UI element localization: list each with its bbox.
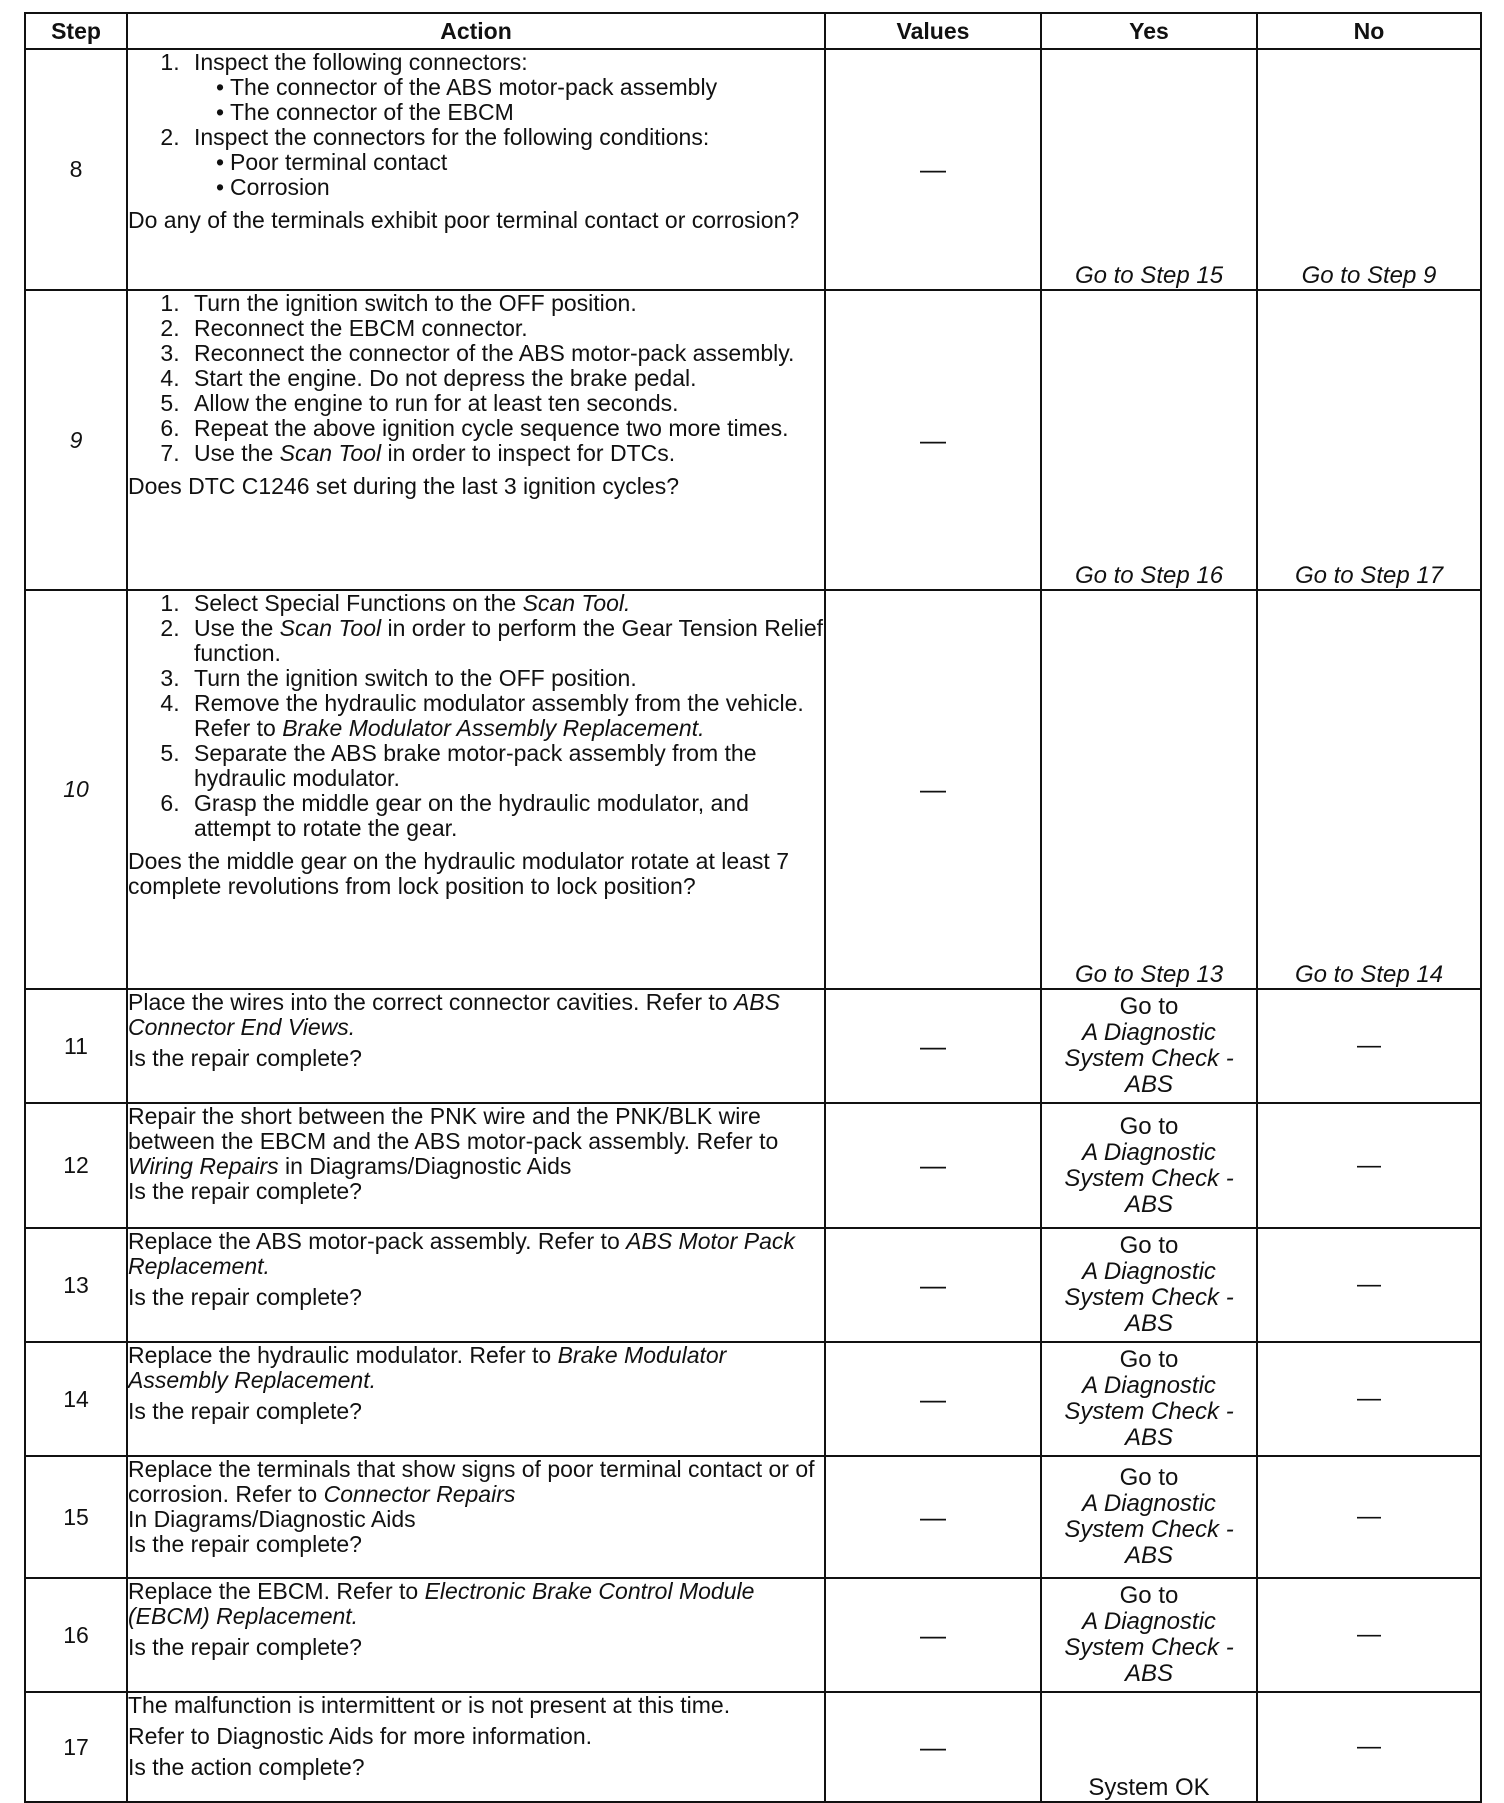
header-step: Step	[25, 13, 127, 49]
list-item: 6. Repeat the above ignition cycle sequence two more times.	[186, 416, 824, 441]
step-number: 14	[25, 1342, 127, 1456]
step-number: 15	[25, 1456, 127, 1578]
question-text: Is the repair complete?	[128, 1634, 362, 1660]
question-text: Do any of the terminals exhibit poor terminal contact or corrosion?	[128, 207, 800, 233]
bullet-item: • The connector of the ABS motor-pack assembly	[230, 75, 824, 100]
question-text: Is the repair complete?	[128, 1531, 362, 1557]
bullet-list	[194, 75, 824, 125]
no-cell: —	[1257, 1103, 1481, 1228]
values-cell: —	[825, 290, 1041, 590]
step-number: 11	[25, 989, 127, 1103]
question-text: Is the repair complete?	[128, 1284, 362, 1310]
step-number: 8	[25, 49, 127, 290]
table-row-step-9	[25, 290, 1481, 590]
list-item: 4. Remove the hydraulic modulator assembly from the vehicle. Refer to Brake Modulator Assembly Replacement.	[186, 691, 824, 741]
no-cell: —	[1257, 989, 1481, 1103]
question-text: Is the action complete?	[128, 1754, 365, 1780]
action-list	[128, 291, 824, 466]
no-cell: —	[1257, 1228, 1481, 1342]
yes-cell: Go to A Diagnostic System Check - ABS	[1041, 1456, 1257, 1578]
list-item: 4. Start the engine. Do not depress the brake pedal.	[186, 366, 824, 391]
table-row-step-11	[25, 989, 1481, 1103]
question-text: Does DTC C1246 set during the last 3 ignition cycles?	[128, 473, 680, 499]
diagnostic-table	[24, 12, 1482, 1803]
action-cell	[127, 49, 825, 290]
list-item: 2. Use the Scan Tool in order to perform the Gear Tension Relief function.	[186, 616, 824, 666]
step-number: 13	[25, 1228, 127, 1342]
table-row-step-16	[25, 1578, 1481, 1692]
no-cell: —	[1257, 1342, 1481, 1456]
list-item: 2. Reconnect the EBCM connector.	[186, 316, 824, 341]
action-cell: Place the wires into the correct connector cavities. Refer to ABS Connector End Views. Is the repair complete?	[127, 989, 825, 1103]
table-row-step-12	[25, 1103, 1481, 1228]
step-number: 12	[25, 1103, 127, 1228]
question-text: Is the repair complete?	[128, 1398, 362, 1424]
step-number: 16	[25, 1578, 127, 1692]
table-row-step-17	[25, 1692, 1481, 1802]
action-cell: Replace the hydraulic modulator. Refer to Brake Modulator Assembly Replacement. Is the repair complete?	[127, 1342, 825, 1456]
table-row-step-14	[25, 1342, 1481, 1456]
list-item: 6. Grasp the middle gear on the hydraulic modulator, and attempt to rotate the gear.	[186, 791, 824, 841]
info-line: Refer to Diagnostic Aids for more information.	[128, 1723, 593, 1749]
table-row-step-10	[25, 590, 1481, 989]
list-item: 3. Turn the ignition switch to the OFF position.	[186, 666, 824, 691]
header-no: No	[1257, 13, 1481, 49]
action-cell	[127, 590, 825, 989]
no-cell: Go to Step 14	[1257, 590, 1481, 989]
list-item: 1. Select Special Functions on the Scan Tool.	[186, 591, 824, 616]
list-item: 7. Use the Scan Tool in order to inspect for DTCs.	[186, 441, 824, 466]
action-cell	[127, 1692, 825, 1802]
table-row-step-13	[25, 1228, 1481, 1342]
values-cell: —	[825, 1228, 1041, 1342]
step-number: 10	[25, 590, 127, 989]
header-values: Values	[825, 13, 1041, 49]
no-cell: Go to Step 9	[1257, 49, 1481, 290]
yes-cell: System OK	[1041, 1692, 1257, 1802]
list-item: 3. Reconnect the connector of the ABS motor-pack assembly.	[186, 341, 824, 366]
header-row	[25, 13, 1481, 49]
list-item: 5. Separate the ABS brake motor-pack assembly from the hydraulic modulator.	[186, 741, 824, 791]
info-line: The malfunction is intermittent or is not present at this time.	[128, 1692, 731, 1718]
step-number: 9	[25, 290, 127, 590]
yes-cell: Go to Step 16	[1041, 290, 1257, 590]
action-cell: Replace the ABS motor-pack assembly. Refer to ABS Motor Pack Replacement. Is the repair complete?	[127, 1228, 825, 1342]
bullet-item: • Corrosion	[230, 175, 824, 200]
reference-line: In Diagrams/Diagnostic Aids	[128, 1506, 416, 1532]
values-cell: —	[825, 989, 1041, 1103]
table-row-step-8	[25, 49, 1481, 290]
no-cell: —	[1257, 1578, 1481, 1692]
no-cell: Go to Step 17	[1257, 290, 1481, 590]
bullet-item: • Poor terminal contact	[230, 150, 824, 175]
step-number: 17	[25, 1692, 127, 1802]
question-text: Is the repair complete?	[128, 1045, 362, 1071]
no-cell: —	[1257, 1456, 1481, 1578]
header-yes: Yes	[1041, 13, 1257, 49]
values-cell: —	[825, 1103, 1041, 1228]
action-list	[128, 50, 824, 200]
values-cell: —	[825, 49, 1041, 290]
action-list	[128, 591, 824, 841]
yes-cell: Go to A Diagnostic System Check - ABS	[1041, 1342, 1257, 1456]
list-item: 1. Inspect the following connectors: • The connector of the ABS motor-pack assembly • The connector of the EBCM	[186, 50, 824, 125]
yes-cell: Go to A Diagnostic System Check - ABS	[1041, 1103, 1257, 1228]
yes-cell: Go to A Diagnostic System Check - ABS	[1041, 1578, 1257, 1692]
bullet-list	[194, 150, 824, 200]
yes-cell: Go to Step 15	[1041, 49, 1257, 290]
values-cell: —	[825, 1456, 1041, 1578]
header-action: Action	[127, 13, 825, 49]
yes-cell: Go to Step 13	[1041, 590, 1257, 989]
values-cell: —	[825, 1342, 1041, 1456]
no-cell: —	[1257, 1692, 1481, 1802]
question-text: Is the repair complete?	[128, 1178, 362, 1204]
action-cell	[127, 290, 825, 590]
action-cell: Replace the terminals that show signs of poor terminal contact or of corrosion. Refer to Connector Repairs In Diagrams/Diagnostic Aids Is the repair complete?	[127, 1456, 825, 1578]
question-text: Does the middle gear on the hydraulic modulator rotate at least 7 complete revolutions from lock position to lock position?	[128, 848, 789, 899]
list-item: 2. Inspect the connectors for the following conditions: • Poor terminal contact • Corrosion	[186, 125, 824, 200]
values-cell: —	[825, 590, 1041, 989]
values-cell: —	[825, 1578, 1041, 1692]
action-cell: Repair the short between the PNK wire and the PNK/BLK wire between the EBCM and the ABS motor-pack assembly. Refer to Wiring Repairs in Diagrams/Diagnostic Aids Is the repair complete?	[127, 1103, 825, 1228]
yes-cell: Go to A Diagnostic System Check - ABS	[1041, 1228, 1257, 1342]
table-row-step-15	[25, 1456, 1481, 1578]
values-cell: —	[825, 1692, 1041, 1802]
list-item: 5. Allow the engine to run for at least ten seconds.	[186, 391, 824, 416]
action-cell: Replace the EBCM. Refer to Electronic Brake Control Module (EBCM) Replacement. Is the repair complete?	[127, 1578, 825, 1692]
list-item: 1. Turn the ignition switch to the OFF position.	[186, 291, 824, 316]
yes-cell: Go to A Diagnostic System Check - ABS	[1041, 989, 1257, 1103]
bullet-item: • The connector of the EBCM	[230, 100, 824, 125]
